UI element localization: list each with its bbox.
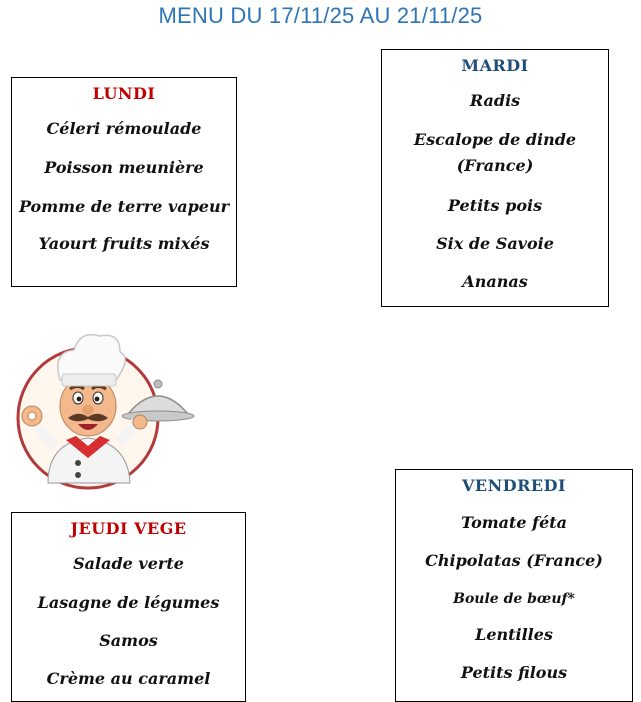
menu-item: Radis <box>469 91 521 110</box>
menu-item: Petits pois <box>447 196 543 215</box>
day-label-jeudi: JEUDI VEGE <box>70 519 187 538</box>
menu-item: Samos <box>99 631 158 650</box>
menu-card-lundi <box>11 77 237 287</box>
menu-item: Tomate féta <box>461 513 567 532</box>
menu-card-mardi <box>381 49 609 307</box>
menu-item: Yaourt fruits mixés <box>38 234 210 253</box>
menu-item: Lentilles <box>475 625 553 644</box>
day-label-vendredi: VENDREDI <box>462 476 566 495</box>
menu-item: Salade verte <box>73 554 184 573</box>
chef-cook-icon <box>8 318 200 498</box>
menu-item: Six de Savoie <box>436 234 554 253</box>
menu-item: Poisson meunière <box>44 158 204 177</box>
menu-item: Ananas <box>462 272 528 291</box>
menu-item: Pomme de terre vapeur <box>18 197 230 216</box>
menu-item: Céleri rémoulade <box>46 119 202 138</box>
menu-item: (France) <box>456 156 534 175</box>
menu-item: Escalope de dinde <box>413 130 577 149</box>
menu-card-jeudi-vege <box>11 512 246 702</box>
day-label-mardi: MARDI <box>461 56 529 75</box>
menu-item: Chipolatas (France) <box>425 551 603 570</box>
menu-item: Lasagne de légumes <box>37 593 220 612</box>
menu-item: Petits filous <box>460 663 568 682</box>
menu-card-vendredi <box>395 469 633 702</box>
menu-title: MENU DU 17/11/25 AU 21/11/25 <box>158 3 483 28</box>
day-label-lundi: LUNDI <box>92 84 156 103</box>
menu-item: Boule de bœuf* <box>453 591 575 607</box>
menu-item: Crème au caramel <box>46 669 211 688</box>
